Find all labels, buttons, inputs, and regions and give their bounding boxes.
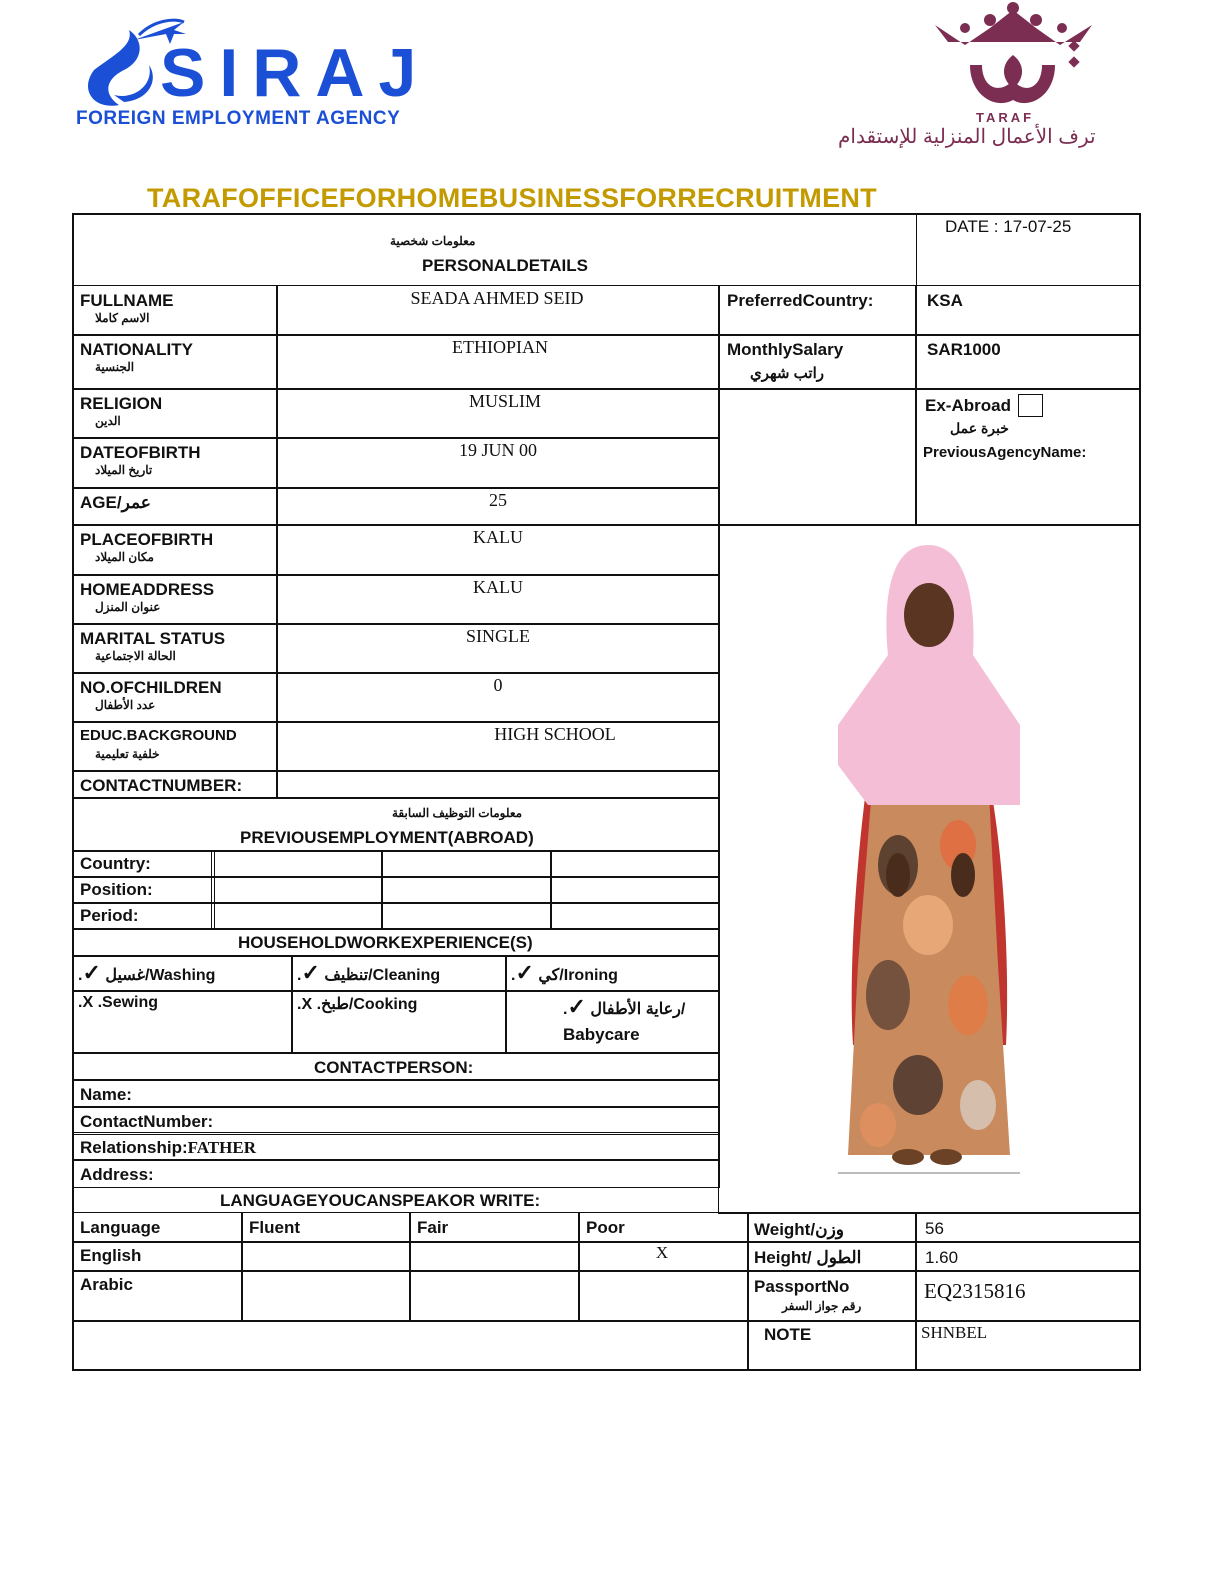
language-level-poor: X bbox=[655, 1243, 669, 1262]
address-cell bbox=[72, 1159, 720, 1188]
personal-value: 25 bbox=[489, 490, 507, 510]
monthly-salary-label: MonthlySalary bbox=[727, 340, 844, 359]
ex-abroad-checkbox[interactable] bbox=[1018, 394, 1043, 417]
household-item-prefix: . bbox=[78, 967, 83, 984]
x-mark-icon: X bbox=[301, 996, 313, 1013]
personal-label: AGE/عمر bbox=[80, 493, 151, 512]
preferred-country-value: KSA bbox=[927, 291, 963, 310]
personal-label: MARITAL STATUS bbox=[80, 629, 226, 648]
household-item-label: .Sewing bbox=[97, 994, 159, 1011]
personal-label-ar: الدين bbox=[95, 414, 121, 428]
language-cell bbox=[578, 1270, 749, 1322]
check-mark-icon: ✓ bbox=[567, 994, 586, 1019]
prev-employment-cell bbox=[381, 850, 552, 878]
prev-employment-cell bbox=[211, 902, 383, 930]
language-cell bbox=[409, 1241, 580, 1272]
prev-employment-cell bbox=[211, 876, 383, 904]
prev-employment-cell bbox=[381, 902, 552, 930]
personal-label: PLACEOFBIRTH bbox=[80, 530, 214, 549]
household-item-label: رعاية الأطفال/ bbox=[590, 1001, 686, 1018]
personal-heading-ar: معلومات شخصية bbox=[390, 234, 476, 248]
household-item-prefix: . bbox=[78, 994, 83, 1011]
weight-value-cell bbox=[915, 1212, 1141, 1243]
personal-value: SEADA AHMED SEID bbox=[410, 288, 584, 308]
weight-label: Weight/وزن bbox=[754, 1220, 844, 1239]
weight-value: 56 bbox=[925, 1219, 944, 1238]
household-item bbox=[511, 960, 618, 986]
monthly-salary-value: SAR1000 bbox=[927, 340, 1001, 359]
personal-label-ar: تاريخ الميلاد bbox=[95, 463, 153, 477]
prev-employment-cell bbox=[381, 876, 552, 904]
language-name: English bbox=[80, 1246, 142, 1265]
siraj-tagline: FOREIGN EMPLOYMENT AGENCY bbox=[76, 108, 401, 129]
personal-value: KALU bbox=[473, 577, 523, 597]
languages-heading: LANGUAGEYOUCANSPEAKOR WRITE: bbox=[220, 1191, 541, 1210]
personal-label-ar: عدد الأطفال bbox=[95, 698, 156, 712]
personal-value: KALU bbox=[473, 527, 523, 547]
personal-label: EDUC.BACKGROUND bbox=[80, 727, 237, 744]
language-cell bbox=[241, 1241, 411, 1272]
household-item bbox=[563, 994, 685, 1020]
personal-label: RELIGION bbox=[80, 394, 163, 413]
monthly-salary-ar: راتب شهري bbox=[750, 365, 824, 382]
personal-heading: PERSONALDETAILS bbox=[422, 256, 588, 275]
siraj-logo bbox=[74, 0, 431, 140]
personal-value-cell bbox=[276, 770, 720, 799]
language-column-header: Fair bbox=[417, 1218, 449, 1237]
household-item-label: غسيل/Washing bbox=[105, 967, 216, 984]
note-value: SHNBEL bbox=[921, 1323, 988, 1342]
taraf-crown-emblem-icon bbox=[830, 0, 1220, 125]
household-item bbox=[78, 994, 158, 1012]
household-item-prefix: . bbox=[297, 967, 302, 984]
language-column-header: Fluent bbox=[249, 1218, 300, 1237]
taraf-name: TARAF bbox=[976, 110, 1035, 125]
personal-label-ar: الجنسية bbox=[95, 360, 135, 374]
note-label: NOTE bbox=[764, 1325, 812, 1344]
prev-employment-cell bbox=[211, 850, 383, 878]
address-label: Address: bbox=[80, 1165, 154, 1184]
prev-employment-label: Country: bbox=[80, 854, 151, 873]
previous-agency-label: PreviousAgencyName: bbox=[923, 444, 1087, 461]
language-cell bbox=[409, 1270, 580, 1322]
personal-label: HOMEADDRESS bbox=[80, 580, 215, 599]
passport-ar: رقم جواز السفر bbox=[782, 1299, 862, 1313]
prev-employment-cell bbox=[550, 876, 720, 904]
relationship-label-text: Relationship: bbox=[80, 1138, 188, 1157]
household-item-prefix: . bbox=[297, 996, 302, 1013]
personal-label: NATIONALITY bbox=[80, 340, 194, 359]
contact-number-label: ContactNumber: bbox=[80, 1112, 214, 1131]
personal-label: NO.OFCHILDREN bbox=[80, 678, 222, 697]
prev-employment-label: Position: bbox=[80, 880, 153, 899]
personal-label-ar: الاسم كاملا bbox=[95, 311, 150, 325]
passport-label: PassportNo bbox=[754, 1277, 850, 1296]
candidate-photo bbox=[838, 545, 1020, 1175]
note-blank-cell bbox=[72, 1320, 749, 1371]
personal-label-ar: عنوان المنزل bbox=[95, 600, 161, 614]
prev-employment-cell bbox=[550, 850, 720, 878]
taraf-arabic-name: ترف الأعمال المنزلية للإستقدام bbox=[838, 126, 1096, 148]
check-mark-icon: ✓ bbox=[301, 960, 320, 985]
empty-cell bbox=[718, 388, 917, 526]
prev-employment-heading: PREVIOUSEMPLOYMENT(ABROAD) bbox=[240, 828, 534, 847]
household-item bbox=[78, 960, 215, 986]
personal-label: FULLNAME bbox=[80, 291, 174, 310]
personal-label-ar: خلفية تعليمية bbox=[95, 747, 160, 761]
personal-label-ar: الحالة الاجتماعية bbox=[95, 649, 176, 663]
contact-name-cell bbox=[72, 1079, 720, 1108]
personal-value: 19 JUN 00 bbox=[458, 440, 538, 460]
taraf-logo bbox=[830, 0, 1220, 160]
check-mark-icon: ✓ bbox=[515, 960, 534, 985]
household-item-label-2: Babycare bbox=[563, 1025, 640, 1044]
personal-value: MUSLIM bbox=[468, 391, 542, 411]
contact-name-label: Name: bbox=[80, 1085, 132, 1104]
preferred-country-label: PreferredCountry: bbox=[727, 291, 874, 310]
prev-employment-heading-ar: معلومات التوظيف السابقة bbox=[392, 806, 523, 820]
date-text: DATE : 17-07-25 bbox=[945, 217, 1072, 236]
prev-employment-cell bbox=[550, 902, 720, 930]
personal-value: 0 bbox=[493, 675, 503, 695]
language-cell bbox=[241, 1270, 411, 1322]
relationship-label bbox=[80, 1138, 256, 1158]
check-mark-icon: ✓ bbox=[82, 960, 101, 985]
household-item bbox=[297, 960, 440, 986]
language-name: Arabic bbox=[80, 1275, 133, 1294]
language-column-header: Poor bbox=[586, 1218, 625, 1237]
prev-employment-label: Period: bbox=[80, 906, 139, 925]
household-item-prefix: . bbox=[563, 1001, 568, 1018]
household-item-label: تنظيف/Cleaning bbox=[324, 967, 441, 984]
personal-value: ETHIOPIAN bbox=[452, 337, 548, 357]
household-heading: HOUSEHOLDWORKEXPERIENCE(S) bbox=[238, 933, 533, 952]
document-title: TARAFOFFICEFORHOMEBUSINESSFORRECRUITMENT bbox=[147, 183, 877, 213]
personal-value: SINGLE bbox=[466, 626, 530, 646]
personal-label: CONTACTNUMBER: bbox=[80, 776, 243, 795]
ex-abroad-label: Ex-Abroad bbox=[925, 396, 1011, 415]
ex-abroad-ar: خبرة عمل bbox=[950, 420, 1009, 436]
personal-value: HIGH SCHOOL bbox=[494, 724, 616, 744]
personal-label-ar: مكان الميلاد bbox=[95, 550, 154, 564]
height-value: 1.60 bbox=[925, 1248, 959, 1267]
relationship-value: FATHER bbox=[187, 1138, 256, 1157]
household-item-label: .طبخ/Cooking bbox=[316, 996, 418, 1013]
household-item-label: كي/Ironing bbox=[538, 967, 618, 984]
household-item bbox=[297, 994, 417, 1014]
household-item-prefix: . bbox=[511, 967, 516, 984]
siraj-name: SIRAJ bbox=[160, 35, 431, 111]
language-column-header: Language bbox=[80, 1218, 161, 1237]
x-mark-icon: X bbox=[82, 994, 94, 1011]
height-label: Height/ الطول bbox=[754, 1248, 862, 1267]
passport-value: EQ2315816 bbox=[924, 1279, 1026, 1303]
contact-person-heading: CONTACTPERSON: bbox=[314, 1058, 474, 1077]
personal-label: DATEOFBIRTH bbox=[80, 443, 201, 462]
